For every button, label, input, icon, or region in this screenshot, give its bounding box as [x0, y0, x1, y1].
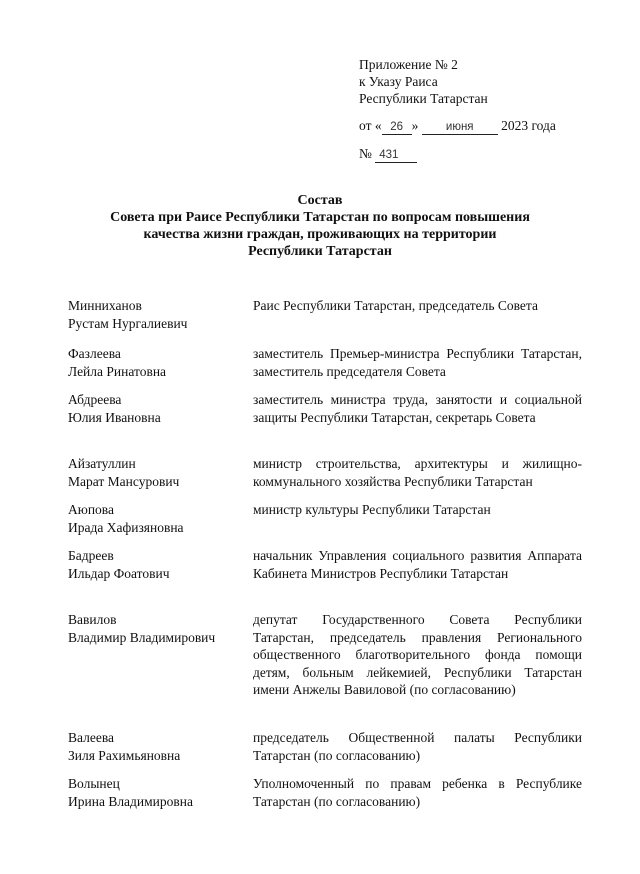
number-value: 431: [375, 149, 417, 163]
member-row: [68, 455, 582, 501]
title-line-3: Республики Татарстан: [248, 244, 392, 259]
date-day: 26: [382, 121, 412, 135]
appendix-line-2: к Указу Раиса: [359, 74, 438, 89]
members-list: [68, 297, 582, 819]
member-given-name: Юлия Ивановна: [68, 409, 161, 425]
member-name: [68, 775, 253, 819]
member-role: председатель Общественной палаты Республики Татарстан (по согласованию): [253, 730, 582, 763]
member-row: [68, 501, 582, 547]
member-given-name: Марат Мансурович: [68, 473, 180, 489]
member-row: [68, 391, 582, 455]
document-title: [40, 192, 600, 260]
member-role: депутат Государственного Совета Республики Татарстан, председатель правления Регионального общественного благотворительного фонда помощи детям, больным лейкемией, Республики Татарстан имени Анжелы Вавиловой (по согласованию): [253, 612, 582, 697]
member-given-name: Зиля Рахимьяновна: [68, 747, 181, 763]
member-name: [68, 455, 253, 501]
member-surname: Аюпова: [68, 502, 114, 517]
date-prefix: от «: [359, 118, 382, 133]
date-mid: »: [411, 118, 419, 133]
member-given-name: Лейла Ринатовна: [68, 363, 167, 379]
member-given-name: Ирада Хафизяновна: [68, 519, 184, 535]
member-given-name: Рустам Нургалиевич: [68, 315, 188, 331]
member-surname: Фазлеева: [68, 346, 121, 361]
member-surname: Вавилов: [68, 612, 117, 627]
number-prefix: №: [359, 146, 372, 161]
member-role: начальник Управления социального развития Аппарата Кабинета Министров Республики Татарстан: [253, 548, 582, 581]
member-surname: Абдреева: [68, 392, 122, 407]
member-row: [68, 547, 582, 611]
member-row: [68, 611, 582, 729]
member-role: Уполномоченный по правам ребенка в Республике Татарстан (по согласованию): [253, 776, 582, 809]
member-role: заместитель Премьер-министра Республики Татарстан, заместитель председателя Совета: [253, 346, 582, 379]
title-line-1: Совета при Раисе Республики Татарстан по вопросам повышения: [110, 210, 530, 225]
member-given-name: Владимир Владимирович: [68, 629, 216, 645]
member-name: [68, 611, 253, 729]
member-surname: Минниханов: [68, 298, 142, 313]
member-name: [68, 297, 253, 345]
member-row: [68, 297, 582, 345]
member-given-name: Ирина Владимировна: [68, 793, 194, 809]
date-year: 2023 года: [501, 118, 556, 133]
decree-number: [359, 145, 609, 163]
title-heading: Состав: [297, 193, 343, 208]
member-surname: Бадреев: [68, 548, 114, 563]
member-role: Раис Республики Татарстан, председатель Совета: [253, 298, 538, 313]
appendix-line-1: Приложение № 2: [359, 57, 458, 72]
member-name: [68, 729, 253, 775]
date-month: июня: [422, 121, 498, 135]
member-row: [68, 729, 582, 775]
member-row: [68, 775, 582, 819]
member-given-name: Ильдар Фоатович: [68, 565, 170, 581]
member-surname: Валеева: [68, 730, 115, 745]
member-row: [68, 345, 582, 391]
member-name: [68, 547, 253, 611]
member-name: [68, 345, 253, 391]
title-line-2: качества жизни граждан, проживающих на территории: [143, 227, 497, 242]
member-role: заместитель министра труда, занятости и социальной защиты Республики Татарстан, секретарь Совета: [253, 392, 582, 425]
appendix-line-3: Республики Татарстан: [359, 91, 488, 106]
member-name: [68, 391, 253, 455]
member-role: министр строительства, архитектуры и жилищно-коммунального хозяйства Республики Татарстан: [253, 456, 582, 489]
member-name: [68, 501, 253, 547]
member-role: министр культуры Республики Татарстан: [253, 502, 491, 517]
member-surname: Волынец: [68, 776, 120, 791]
decree-date: [359, 117, 609, 135]
member-surname: Айзатуллин: [68, 456, 136, 471]
appendix-block: [359, 56, 609, 163]
